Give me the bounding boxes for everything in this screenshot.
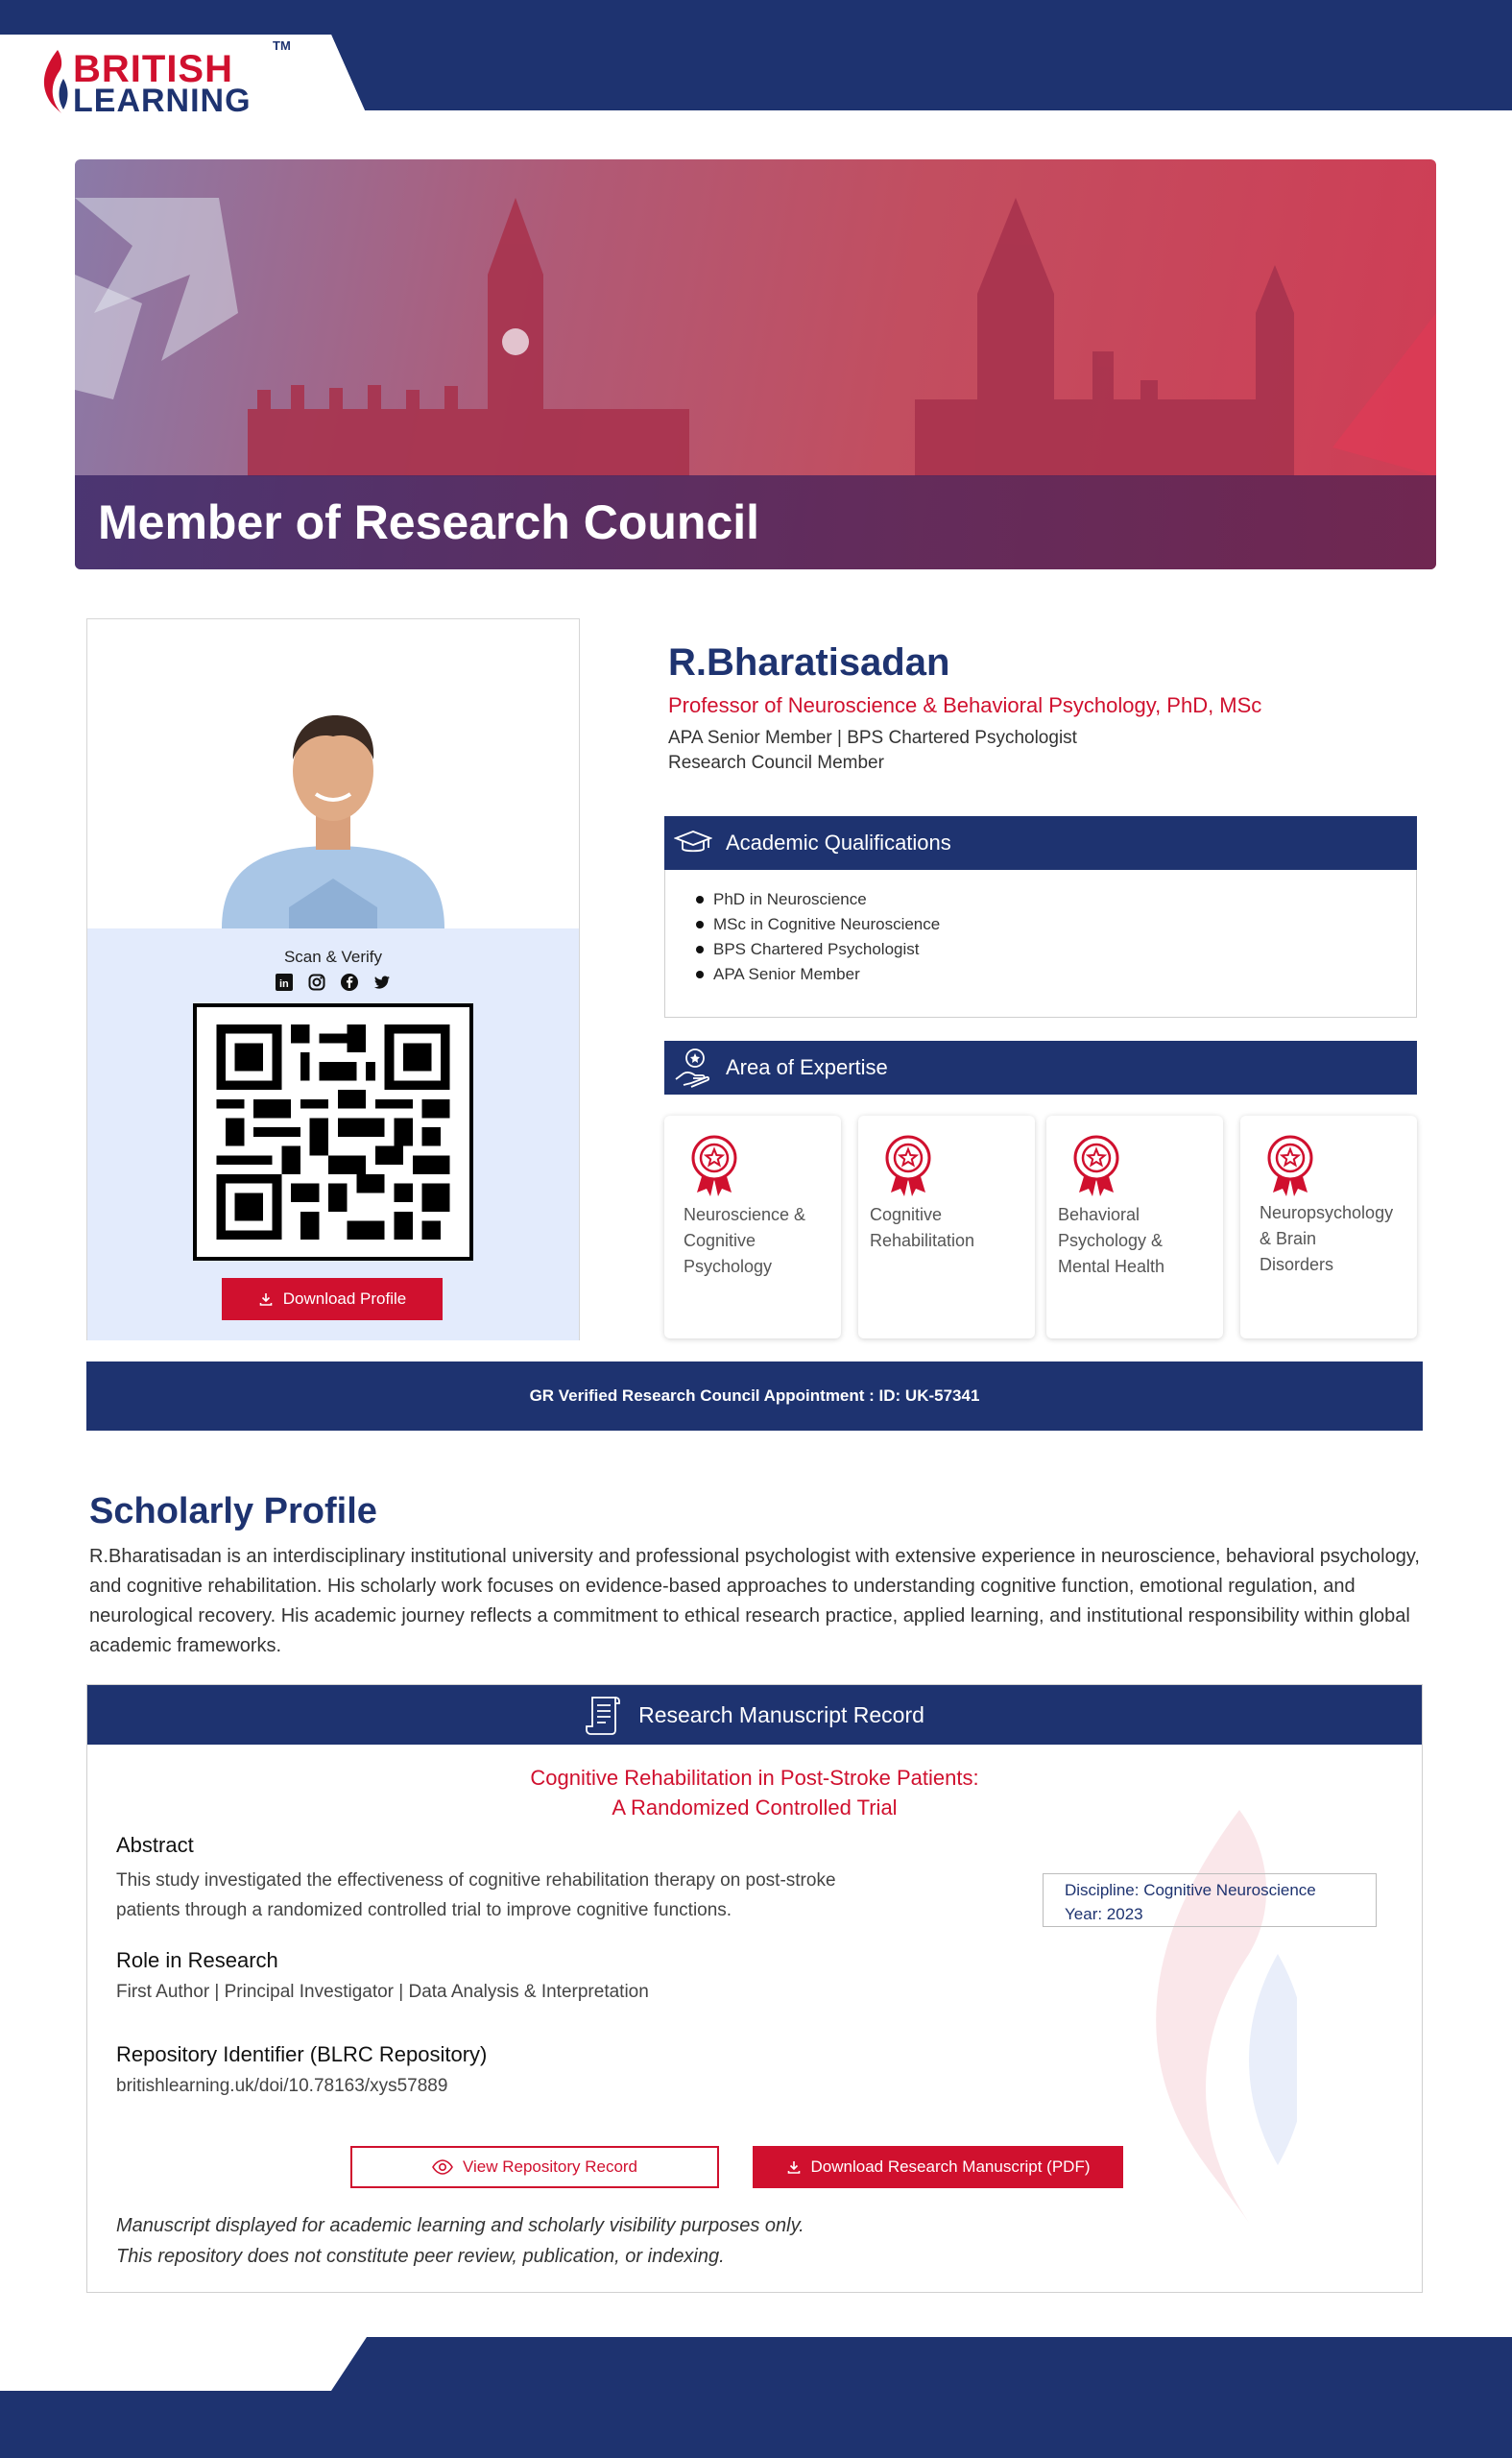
abstract-heading: Abstract	[116, 1833, 194, 1857]
expertise-card	[1046, 1116, 1223, 1338]
verification-text: GR Verified Research Council Appointment : ID: UK-57341	[529, 1386, 980, 1405]
expertise-heading: Area of Expertise	[726, 1055, 888, 1079]
brand-line-2: LEARNING	[73, 83, 252, 119]
discipline-box	[1043, 1873, 1377, 1927]
manuscript-title-line-2: A Randomized Controlled Trial	[612, 1795, 898, 1819]
award-badge-icon	[883, 1133, 933, 1196]
list-item: MSc in Cognitive Neuroscience	[696, 912, 1416, 937]
profile-card	[86, 618, 580, 1340]
qualifications-heading: Academic Qualifications	[726, 831, 951, 855]
repository-heading: Repository Identifier (BLRC Repository)	[116, 2042, 488, 2066]
record-header	[87, 1685, 1422, 1745]
profile-photo	[87, 619, 579, 928]
verification-bar	[86, 1362, 1423, 1431]
svg-text:in: in	[279, 978, 289, 990]
expertise-label: Behavioral Psychology & Mental Health	[1058, 1205, 1165, 1276]
expertise-header	[664, 1041, 1417, 1095]
list-item: BPS Chartered Psychologist	[696, 937, 1416, 962]
linkedin-icon[interactable]	[275, 973, 294, 992]
role-text: First Author | Principal Investigator | Data Analysis & Interpretation	[116, 1982, 649, 2002]
award-badge-icon	[1265, 1133, 1315, 1196]
abstract-text: This study investigated the effectiveness of cognitive rehabilitation therapy on post-stroke patients through a randomized controlled trial to improve cognitive functions.	[116, 1870, 836, 1920]
list-item: PhD in Neuroscience	[696, 887, 1416, 912]
qualifications-header	[664, 816, 1417, 870]
verification-qr-code[interactable]	[193, 1003, 473, 1261]
expertise-card	[858, 1116, 1035, 1338]
qr-code-icon	[214, 1024, 452, 1240]
twitter-icon[interactable]	[372, 973, 392, 992]
graduation-cap-icon	[674, 829, 712, 857]
hero-banner	[75, 159, 1436, 569]
qualifications-list	[664, 870, 1417, 1018]
flame-logo-icon	[40, 50, 69, 113]
manuscript-title-line-1: Cognitive Rehabilitation in Post-Stroke Patients:	[530, 1766, 979, 1790]
brand-logo[interactable]	[40, 38, 290, 120]
record-heading: Research Manuscript Record	[638, 1701, 924, 1727]
download-profile-label: Download Profile	[282, 1289, 407, 1308]
instagram-icon[interactable]	[307, 973, 326, 992]
hand-award-icon	[674, 1047, 712, 1089]
list-item: APA Senior Member	[696, 962, 1416, 987]
repository-link[interactable]: britishlearning.uk/doi/10.78163/xys57889	[116, 2076, 448, 2096]
download-profile-button[interactable]	[222, 1278, 443, 1320]
scan-verify-label: Scan & Verify	[283, 948, 383, 966]
banner-title: Member of Research Council	[98, 495, 760, 549]
scholarly-text: R.Bharatisadan is an interdisciplinary institutional university and professional psychologist with extensive experience in neuroscience, behavioral psychology, and cognitive rehabilitation. His scholarly work focuses on evidence-based approaches to understanding cognitive function, emotional regulation, and neurological recovery. His academic journey reflects a commitment to ethical research practice, applied learning, and institutional responsibility within global academic frameworks.	[89, 1546, 1420, 1656]
profile-membership: APA Senior Member | BPS Chartered Psychologist	[668, 728, 1077, 748]
profile-title: Professor of Neuroscience & Behavioral Psychology, PhD, MSc	[668, 693, 1262, 717]
download-icon	[786, 2159, 802, 2175]
expertise-card	[1240, 1116, 1417, 1338]
disclaimer-line-2: This repository does not constitute peer review, publication, or indexing.	[116, 2246, 725, 2267]
research-record-card	[86, 1684, 1423, 2293]
footer-band	[0, 2337, 1512, 2458]
scholarly-heading: Scholarly Profile	[89, 1491, 377, 1531]
discipline-text: Discipline: Cognitive Neuroscience	[1065, 1881, 1316, 1899]
social-links	[87, 973, 579, 992]
expertise-label: Neuroscience & Cognitive Psychology	[684, 1205, 806, 1276]
download-manuscript-button[interactable]	[753, 2146, 1123, 2188]
view-repository-label: View Repository Record	[462, 2157, 638, 2176]
disclaimer-line-1: Manuscript displayed for academic learning and scholarly visibility purposes only.	[116, 2215, 804, 2236]
eye-icon	[432, 2159, 453, 2175]
scroll-document-icon	[585, 1694, 623, 1736]
year-text: Year: 2023	[1065, 1905, 1143, 1923]
trademark: TM	[273, 38, 291, 53]
award-badge-icon	[1071, 1133, 1121, 1196]
profile-name: R.Bharatisadan	[668, 641, 950, 684]
download-manuscript-label: Download Research Manuscript (PDF)	[810, 2157, 1091, 2176]
expertise-label: Cognitive Rehabilitation	[870, 1205, 975, 1250]
award-badge-icon	[689, 1133, 739, 1196]
person-portrait-illustration	[87, 619, 579, 928]
profile-role: Research Council Member	[668, 753, 884, 773]
flame-watermark-icon	[1134, 1810, 1297, 2223]
role-heading: Role in Research	[116, 1948, 278, 1972]
brand-line-1: BRITISH	[73, 48, 233, 90]
download-icon	[258, 1291, 274, 1307]
facebook-icon[interactable]	[340, 973, 359, 992]
view-repository-button[interactable]	[350, 2146, 719, 2188]
expertise-label: Neuropsychology & Brain Disorders	[1260, 1203, 1394, 1274]
expertise-card	[664, 1116, 841, 1338]
banner-title-bar	[75, 475, 1436, 569]
